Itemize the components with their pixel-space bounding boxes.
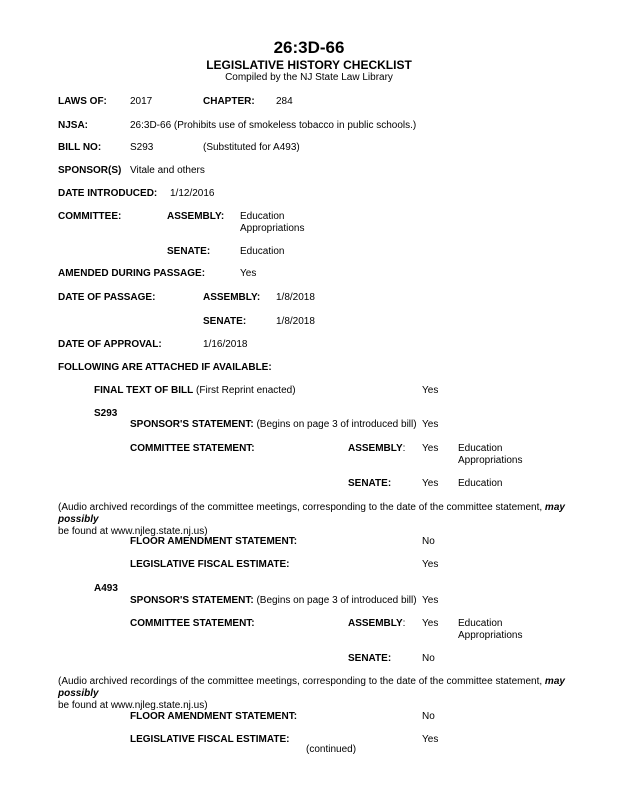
s293-floor-label: FLOOR AMENDMENT STATEMENT: (130, 536, 298, 547)
laws-of-label: LAWS OF: (58, 96, 107, 107)
a493-bill: A493 (94, 583, 118, 594)
s293-fiscal-value: Yes (422, 559, 439, 570)
final-text-label: FINAL TEXT OF BILL (94, 385, 194, 396)
committee-assembly-2: Appropriations (240, 223, 305, 234)
bill-no-note: (Substituted for A493) (203, 142, 300, 153)
bill-no-label: BILL NO: (58, 142, 102, 153)
approval-label: DATE OF APPROVAL: (58, 339, 162, 350)
committee-senate-label: SENATE: (167, 246, 211, 257)
a493-sponsor-value: Yes (422, 595, 439, 606)
continued-note: (continued) (306, 744, 357, 755)
s293-senate-value: Yes (422, 478, 439, 489)
s293-audio-post: be found at www.njleg.state.nj.us) (58, 526, 208, 537)
a493-floor-value: No (422, 711, 435, 722)
a493-assembly-label: ASSEMBLY (348, 618, 403, 629)
s293-assembly (348, 443, 405, 455)
committee-assembly-label: ASSEMBLY: (167, 211, 225, 222)
s293-assembly-committee-1: Education (458, 443, 503, 454)
amended-label: AMENDED DURING PASSAGE: (58, 268, 206, 279)
s293-senate-committee: Education (458, 478, 503, 489)
s293-audio-em: may possibly (58, 502, 565, 525)
a493-fiscal-label: LEGISLATIVE FISCAL ESTIMATE: (130, 734, 290, 745)
a493-audio-note (58, 676, 603, 712)
s293-fiscal-label: LEGISLATIVE FISCAL ESTIMATE: (130, 559, 290, 570)
s293-sponsor-label: SPONSOR'S STATEMENT: (130, 419, 254, 430)
attached-label: FOLLOWING ARE ATTACHED IF AVAILABLE: (58, 362, 272, 373)
a493-assembly-colon: : (402, 618, 406, 629)
committee-assembly-1: Education (240, 211, 285, 222)
s293-audio-pre: (Audio archived recordings of the committee meetings, corresponding to the date of the committee statement, (58, 502, 545, 513)
committee-senate-value: Education (240, 246, 285, 257)
s293-committee-label: COMMITTEE STATEMENT: (130, 443, 255, 454)
a493-fiscal-value: Yes (422, 734, 439, 745)
page-title: 26:3D-66 (273, 38, 345, 57)
page-subtitle: LEGISLATIVE HISTORY CHECKLIST (206, 58, 412, 72)
a493-committee-label: COMMITTEE STATEMENT: (130, 618, 255, 629)
final-text-value: Yes (422, 385, 439, 396)
s293-assembly-value: Yes (422, 443, 439, 454)
laws-of-value: 2017 (130, 96, 153, 107)
passage-senate-value: 1/8/2018 (276, 316, 315, 327)
committee-label: COMMITTEE: (58, 211, 122, 222)
passage-assembly-value: 1/8/2018 (276, 292, 315, 303)
date-introduced-value: 1/12/2016 (170, 188, 215, 199)
a493-audio-pre: (Audio archived recordings of the committee meetings, corresponding to the date of the committee statement, (58, 676, 545, 687)
s293-sponsor-value: Yes (422, 419, 439, 430)
final-text-note: (First Reprint enacted) (196, 385, 296, 396)
passage-label: DATE OF PASSAGE: (58, 292, 156, 303)
chapter-value: 284 (276, 96, 293, 107)
s293-sponsor-note: (Begins on page 3 of introduced bill) (256, 419, 417, 430)
s293-assembly-committee-2: Appropriations (458, 455, 523, 466)
a493-assembly-value: Yes (422, 618, 439, 629)
s293-senate-label: SENATE: (348, 478, 392, 489)
a493-audio-post: be found at www.njleg.state.nj.us) (58, 700, 208, 711)
a493-senate-value: No (422, 653, 435, 664)
s293-audio-note (58, 502, 603, 538)
a493-senate-label: SENATE: (348, 653, 392, 664)
amended-value: Yes (240, 268, 257, 279)
s293-sponsor-statement (130, 419, 417, 431)
a493-sponsor-statement (130, 595, 417, 607)
s293-assembly-colon: : (402, 443, 406, 454)
sponsors-value: Vitale and others (130, 165, 205, 176)
a493-sponsor-label: SPONSOR'S STATEMENT: (130, 595, 254, 606)
compiled-by: Compiled by the NJ State Law Library (225, 72, 393, 83)
a493-audio-em: may possibly (58, 676, 565, 699)
a493-sponsor-note: (Begins on page 3 of introduced bill) (256, 595, 417, 606)
final-text (94, 385, 296, 397)
s293-floor-value: No (422, 536, 435, 547)
a493-assembly-committee-2: Appropriations (458, 630, 523, 641)
bill-no-value: S293 (130, 142, 154, 153)
a493-assembly (348, 618, 405, 630)
date-introduced-label: DATE INTRODUCED: (58, 188, 158, 199)
approval-value: 1/16/2018 (203, 339, 248, 350)
sponsors-label: SPONSOR(S) (58, 165, 122, 176)
a493-floor-label: FLOOR AMENDMENT STATEMENT: (130, 711, 298, 722)
passage-senate-label: SENATE: (203, 316, 247, 327)
a493-assembly-committee-1: Education (458, 618, 503, 629)
s293-bill: S293 (94, 408, 118, 419)
passage-assembly-label: ASSEMBLY: (203, 292, 261, 303)
njsa-value: 26:3D-66 (Prohibits use of smokeless tobacco in public schools.) (130, 120, 417, 131)
chapter-label: CHAPTER: (203, 96, 255, 107)
njsa-label: NJSA: (58, 120, 89, 131)
s293-assembly-label: ASSEMBLY (348, 443, 403, 454)
